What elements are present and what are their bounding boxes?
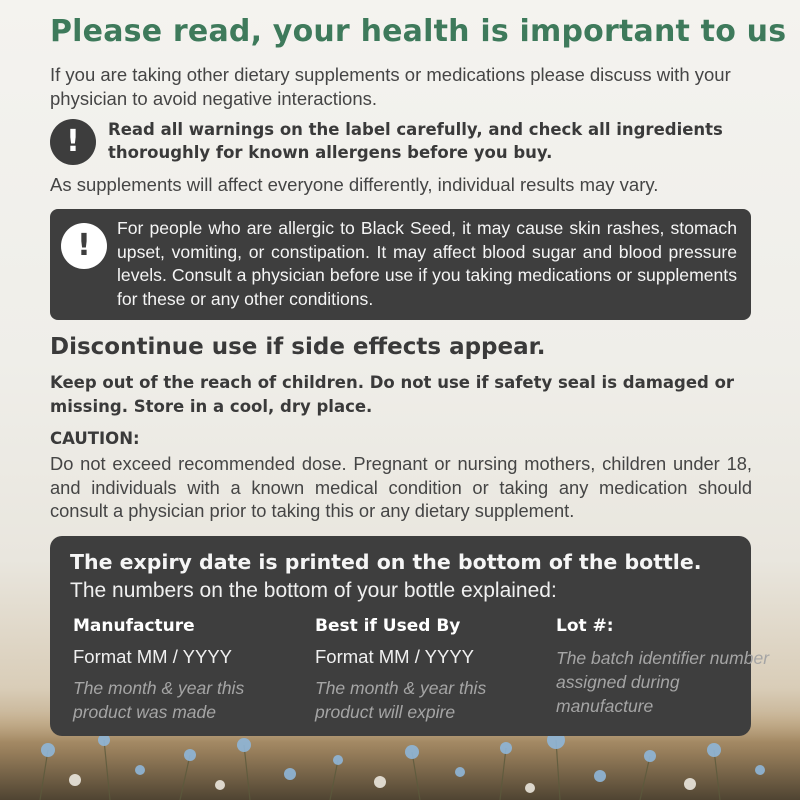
manufacture-column [73, 616, 293, 724]
results-vary-text: As supplements will affect everyone differently, individual results may vary. [50, 174, 659, 195]
expiry-subtitle: The numbers on the bottom of your bottle explained: [70, 579, 557, 602]
column-format: Format MM / YYYY [315, 646, 474, 667]
caution-heading: CAUTION: [50, 429, 140, 448]
lot-number-column [556, 616, 776, 718]
column-heading: Best if Used By [315, 616, 461, 636]
column-description: The batch identifier number assigned during manufacture [556, 648, 770, 716]
exclamation-icon: ! [61, 223, 107, 269]
column-format: Format MM / YYYY [73, 646, 232, 667]
column-heading: Manufacture [73, 616, 195, 636]
page-title: Please read, your health is important to us [50, 14, 787, 49]
allergy-warning-text: For people who are allergic to Black Seed, it may cause skin rashes, stomach upset, vomiting, or constipation. It may affect blood sugar and blood pressure levels. Consult a physician before use if you taking medications or supplements for these or any other conditions. [117, 218, 737, 309]
expiry-title: The expiry date is printed on the bottom of the bottle. [70, 550, 702, 574]
allergy-warning-box [50, 209, 751, 320]
discontinue-heading: Discontinue use if side effects appear. [50, 334, 546, 360]
caution-text: Do not exceed recommended dose. Pregnant or nursing mothers, children under 18, and individuals with a known medical condition or taking any medication should consult a physician prior to taking this or any dietary supplement. [50, 453, 752, 521]
expiry-info-box [50, 536, 770, 736]
column-heading: Lot #: [556, 616, 614, 636]
label-warning-text: Read all warnings on the label carefully, and check all ingredients thoroughly for known allergens before you buy. [108, 120, 723, 162]
label-warning-row [50, 117, 755, 165]
exclamation-icon: ! [50, 119, 96, 165]
storage-text: Keep out of the reach of children. Do not use if safety seal is damaged or missing. Store in a cool, dry place. [50, 373, 735, 416]
best-by-column [315, 616, 535, 724]
column-description: The month & year this product was made [73, 678, 245, 722]
intro-text: If you are taking other dietary supplements or medications please discuss with your physician to avoid negative interactions. [50, 64, 731, 109]
column-description: The month & year this product will expire [315, 678, 487, 722]
